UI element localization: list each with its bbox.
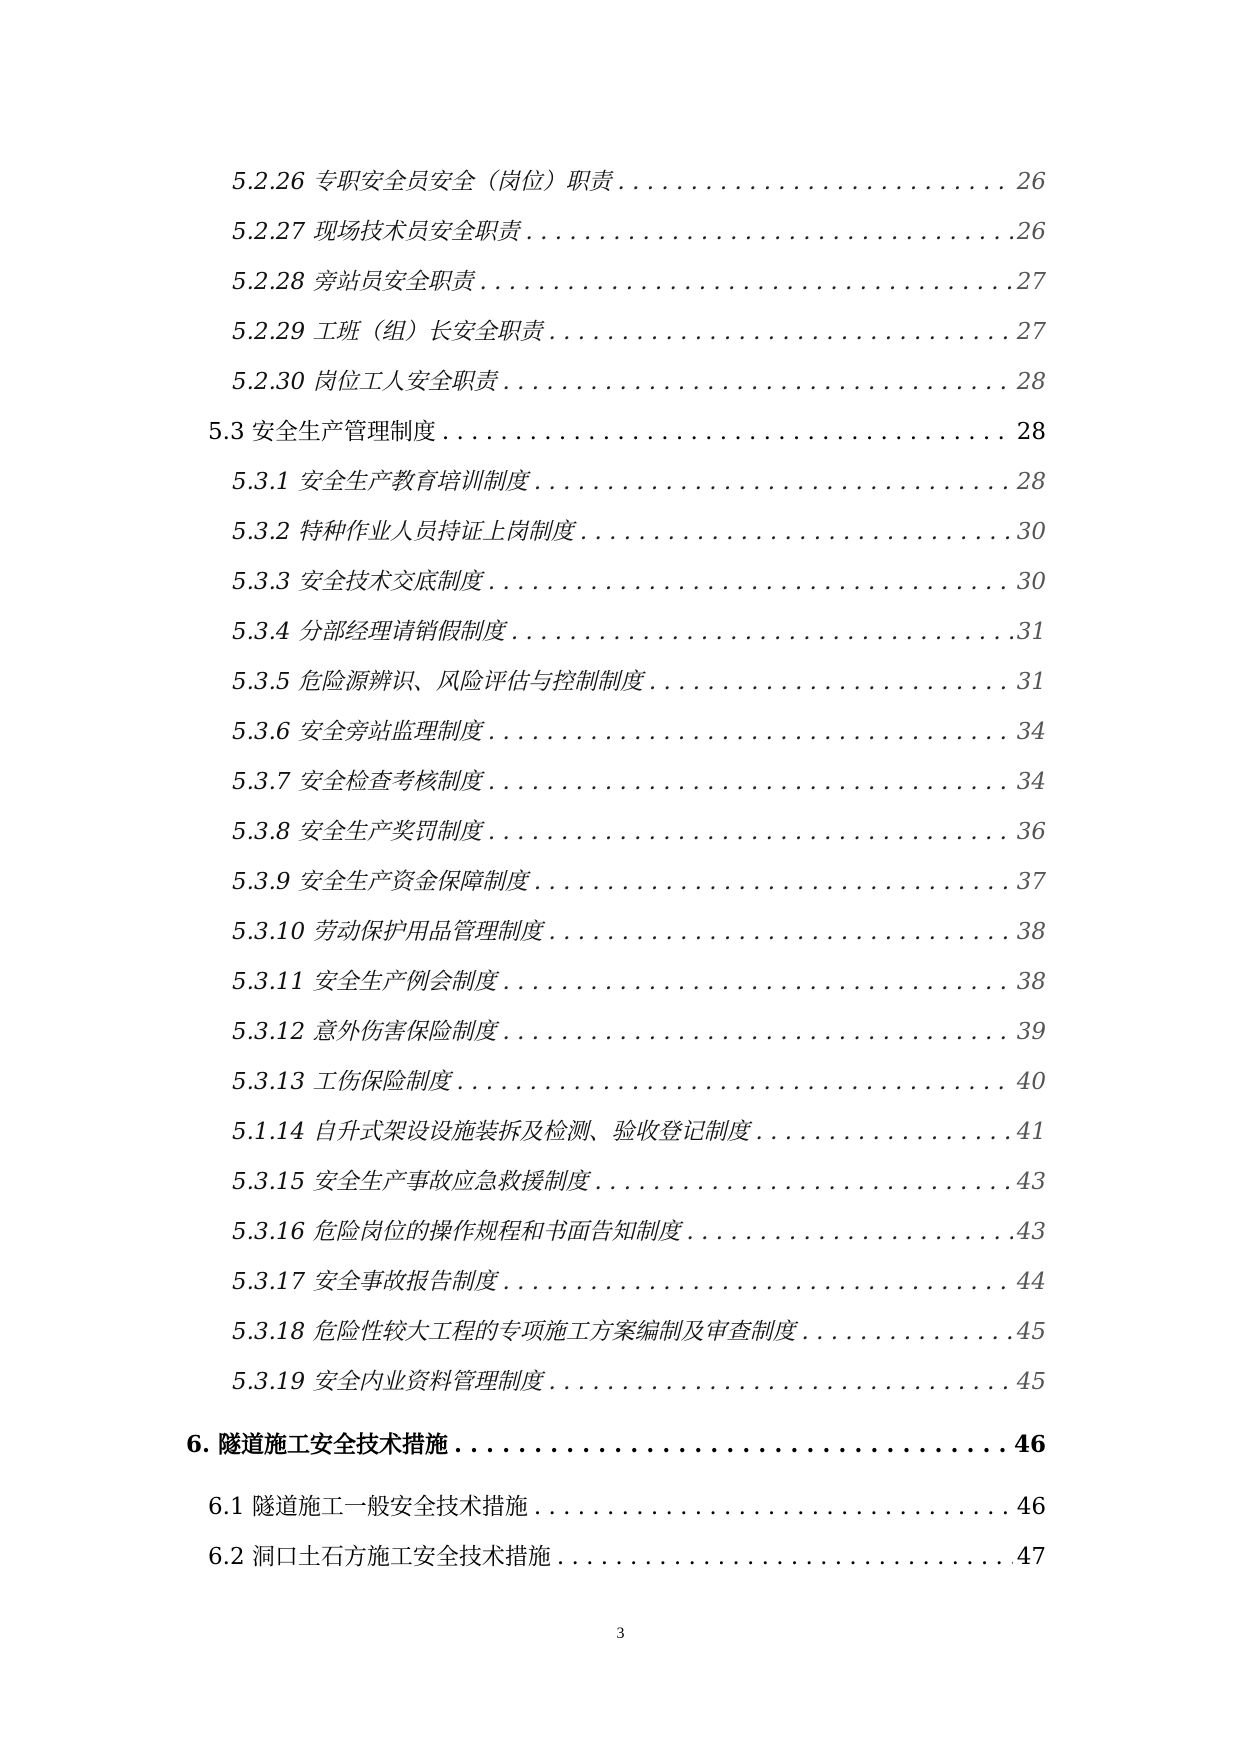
toc-entry[interactable]	[232, 1163, 1046, 1196]
toc-entry[interactable]	[232, 163, 1046, 196]
toc-entry[interactable]	[232, 713, 1046, 746]
dot-leader	[454, 1431, 1010, 1458]
toc-entry[interactable]	[232, 1263, 1046, 1296]
toc-entry[interactable]	[232, 1213, 1046, 1246]
toc-section-entry[interactable]	[208, 1488, 1046, 1521]
dot-leader	[502, 1269, 1012, 1295]
toc-entry-page: 28	[1016, 419, 1046, 445]
toc-entry-page: 43	[1016, 1219, 1046, 1245]
dot-leader	[442, 419, 1013, 445]
dot-leader	[525, 219, 1012, 245]
toc-entry-page: 40	[1016, 1069, 1046, 1095]
toc-entry-page: 46	[1016, 1494, 1046, 1520]
dot-leader	[557, 1544, 1013, 1570]
dot-leader	[580, 519, 1013, 545]
toc-entry-title: 5.2.29 工班（组）长安全职责	[232, 319, 543, 345]
toc-entry-page: 39	[1016, 1019, 1046, 1045]
dot-leader	[548, 319, 1012, 345]
dot-leader	[649, 669, 1013, 695]
toc-entry-title: 5.3.8 安全生产奖罚制度	[232, 819, 482, 845]
toc-entry[interactable]	[232, 913, 1046, 946]
toc-entry-title: 5.3.12 意外伤害保险制度	[232, 1019, 497, 1045]
toc-entry-title: 5.2.26 专职安全员安全（岗位）职责	[232, 169, 612, 195]
toc-entry-page: 31	[1016, 619, 1046, 645]
toc-entry[interactable]	[232, 363, 1046, 396]
dot-leader	[488, 769, 1013, 795]
dot-leader	[479, 269, 1012, 295]
dot-leader	[511, 619, 1013, 645]
toc-entry[interactable]	[232, 663, 1046, 696]
dot-leader	[534, 869, 1013, 895]
toc-entry-title: 5.2.28 旁站员安全职责	[232, 269, 474, 295]
dot-leader	[617, 169, 1012, 195]
toc-entry-page: 36	[1016, 819, 1046, 845]
toc-entry-title: 5.3.11 安全生产例会制度	[232, 969, 497, 995]
toc-entry-page: 38	[1016, 919, 1046, 945]
toc-entry-title: 6. 隧道施工安全技术措施	[186, 1431, 449, 1458]
toc-entry-page: 27	[1016, 319, 1046, 345]
toc-entry[interactable]	[232, 563, 1046, 596]
toc-entry-page: 28	[1016, 469, 1046, 495]
dot-leader	[488, 719, 1013, 745]
dot-leader	[686, 1219, 1012, 1245]
toc-entry-title: 5.3.1 安全生产教育培训制度	[232, 469, 528, 495]
toc-entry[interactable]	[232, 1113, 1046, 1146]
toc-entry[interactable]	[232, 313, 1046, 346]
toc-entry[interactable]	[232, 513, 1046, 546]
dot-leader	[502, 969, 1012, 995]
toc-section-entry[interactable]	[208, 413, 1046, 446]
toc-entry-title: 5.3.17 安全事故报告制度	[232, 1269, 497, 1295]
toc-entry-page: 30	[1016, 519, 1046, 545]
toc-entry-title: 5.3.16 危险岗位的操作规程和书面告知制度	[232, 1219, 681, 1245]
toc-entry-title: 5.3.3 安全技术交底制度	[232, 569, 482, 595]
toc-entry-title: 5.3.7 安全检查考核制度	[232, 769, 482, 795]
dot-leader	[502, 1019, 1012, 1045]
dot-leader	[801, 1319, 1012, 1345]
toc-entry-title: 5.3.18 危险性较大工程的专项施工方案编制及审查制度	[232, 1319, 796, 1345]
toc-entry[interactable]	[232, 1363, 1046, 1396]
toc-entry-page: 44	[1016, 1269, 1046, 1295]
toc-section-entry[interactable]	[208, 1538, 1046, 1571]
toc-entry[interactable]	[232, 1313, 1046, 1346]
dot-leader	[594, 1169, 1012, 1195]
toc-entry-title: 5.1.14 自升式架设设施装拆及检测、验收登记制度	[232, 1119, 750, 1145]
toc-entry-page: 26	[1016, 169, 1046, 195]
dot-leader	[488, 569, 1013, 595]
toc-entry[interactable]	[232, 463, 1046, 496]
toc-entry-page: 30	[1016, 569, 1046, 595]
toc-entry[interactable]	[232, 1013, 1046, 1046]
toc-entry-page: 45	[1016, 1369, 1046, 1395]
toc-entry-page: 45	[1016, 1319, 1046, 1345]
toc-entry-page: 34	[1016, 719, 1046, 745]
toc-entry-page: 38	[1016, 969, 1046, 995]
toc-entry-title: 5.3.5 危险源辨识、风险评估与控制制度	[232, 669, 643, 695]
toc-entry[interactable]	[232, 613, 1046, 646]
toc-entry-page: 46	[1013, 1431, 1046, 1458]
toc-entry-title: 5.3.10 劳动保护用品管理制度	[232, 919, 543, 945]
toc-entry-title: 5.3 安全生产管理制度	[208, 419, 436, 445]
dot-leader	[755, 1119, 1012, 1145]
dot-leader	[548, 919, 1012, 945]
toc-entry[interactable]	[232, 863, 1046, 896]
toc-entry-title: 5.2.27 现场技术员安全职责	[232, 219, 520, 245]
toc-entry-page: 37	[1016, 869, 1046, 895]
toc-entry[interactable]	[232, 963, 1046, 996]
toc-entry-page: 28	[1016, 369, 1046, 395]
page-number: 3	[616, 1625, 625, 1642]
dot-leader	[534, 469, 1013, 495]
toc-entry[interactable]	[232, 763, 1046, 796]
toc-entry-title: 5.3.15 安全生产事故应急救援制度	[232, 1169, 589, 1195]
toc-entry-title: 5.3.19 安全内业资料管理制度	[232, 1369, 543, 1395]
toc-entry-title: 5.2.30 岗位工人安全职责	[232, 369, 497, 395]
dot-leader	[502, 369, 1012, 395]
dot-leader	[488, 819, 1013, 845]
toc-entry-page: 43	[1016, 1169, 1046, 1195]
toc-entry-title: 6.2 洞口土石方施工安全技术措施	[208, 1544, 551, 1570]
toc-entry-title: 5.3.6 安全旁站监理制度	[232, 719, 482, 745]
toc-entry-title: 5.3.2 特种作业人员持证上岗制度	[232, 519, 574, 545]
toc-entry-page: 41	[1016, 1119, 1046, 1145]
toc-entry[interactable]	[232, 263, 1046, 296]
toc-entry-page: 26	[1016, 219, 1046, 245]
toc-entry-page: 27	[1016, 269, 1046, 295]
toc-entry-title: 5.3.4 分部经理请销假制度	[232, 619, 505, 645]
toc-entry-title: 6.1 隧道施工一般安全技术措施	[208, 1494, 528, 1520]
toc-entry-title: 5.3.13 工伤保险制度	[232, 1069, 451, 1095]
toc-chapter-entry[interactable]	[186, 1426, 1046, 1459]
toc-entry-page: 31	[1016, 669, 1046, 695]
dot-leader	[456, 1069, 1012, 1095]
toc-entry-page: 34	[1016, 769, 1046, 795]
toc-entry-page: 47	[1016, 1544, 1046, 1570]
dot-leader	[534, 1494, 1013, 1520]
toc-entry[interactable]	[232, 813, 1046, 846]
toc-entry[interactable]	[232, 213, 1046, 246]
dot-leader	[548, 1369, 1012, 1395]
toc-entry[interactable]	[232, 1063, 1046, 1096]
toc-entry-title: 5.3.9 安全生产资金保障制度	[232, 869, 528, 895]
